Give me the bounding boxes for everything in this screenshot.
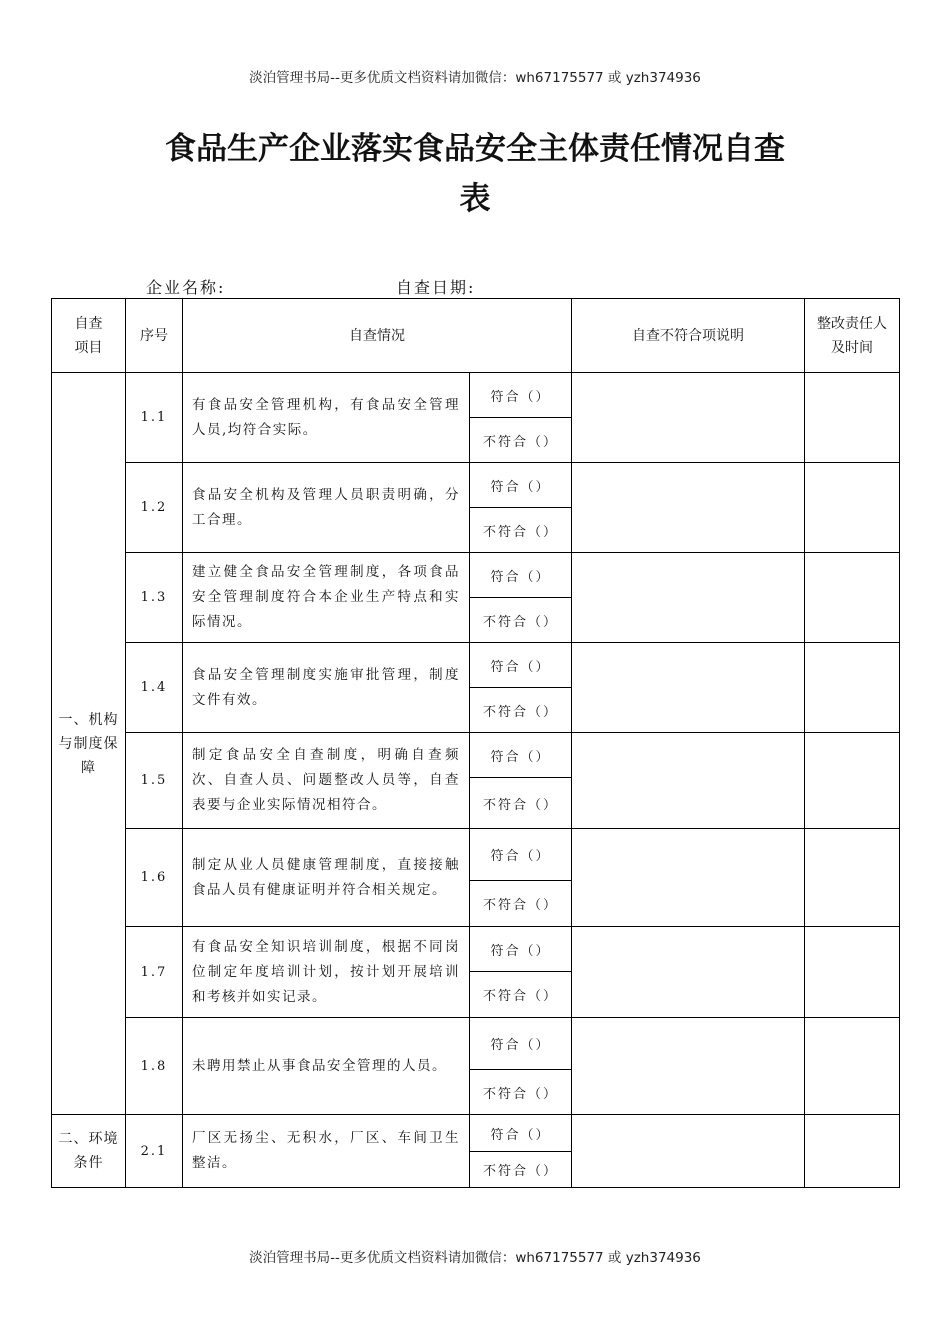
- conform-option[interactable]: 符合（）: [470, 1115, 572, 1152]
- nonconform-option[interactable]: 不符合（）: [470, 598, 572, 643]
- row-no: 1.8: [126, 1018, 183, 1115]
- col-header-no: 序号: [126, 299, 183, 373]
- conform-option[interactable]: 符合（）: [470, 829, 572, 881]
- nonconform-option[interactable]: 不符合（）: [470, 881, 572, 927]
- row-no: 1.3: [126, 553, 183, 643]
- page-title: 食品生产企业落实食品安全主体责任情况自查: [165, 131, 785, 167]
- rectify-cell[interactable]: [805, 553, 900, 643]
- row-description: 建立健全食品安全管理制度，各项食品安全管理制度符合本企业生产特点和实际情况。: [183, 553, 470, 643]
- table-row: [52, 373, 900, 418]
- nonconform-option[interactable]: 不符合（）: [470, 1152, 572, 1188]
- nonconform-desc-cell[interactable]: [572, 927, 805, 1018]
- nonconform-option[interactable]: 不符合（）: [470, 688, 572, 733]
- rectify-cell[interactable]: [805, 927, 900, 1018]
- nonconform-option[interactable]: 不符合（）: [470, 1070, 572, 1115]
- table-row: [52, 1018, 900, 1070]
- table-row: [52, 829, 900, 881]
- row-description: 未聘用禁止从事食品安全管理的人员。: [183, 1018, 470, 1115]
- nonconform-option[interactable]: 不符合（）: [470, 508, 572, 553]
- conform-option[interactable]: 符合（）: [470, 733, 572, 778]
- table-row: [52, 643, 900, 688]
- header-watermark-note: 淡泊管理书局--更多优质文档资料请加微信：wh67175577 或 yzh374936: [249, 70, 701, 86]
- nonconform-option[interactable]: 不符合（）: [470, 972, 572, 1018]
- row-no: 1.5: [126, 733, 183, 829]
- rectify-cell[interactable]: [805, 733, 900, 829]
- rectify-cell[interactable]: [805, 463, 900, 553]
- check-date-label: 自查日期:: [396, 278, 476, 297]
- conform-option[interactable]: 符合（）: [470, 553, 572, 598]
- conform-option[interactable]: 符合（）: [470, 1018, 572, 1070]
- row-description: 有食品安全管理机构，有食品安全管理人员,均符合实际。: [183, 373, 470, 463]
- nonconform-desc-cell[interactable]: [572, 373, 805, 463]
- nonconform-option[interactable]: 不符合（）: [470, 778, 572, 829]
- row-no: 1.4: [126, 643, 183, 733]
- footer-watermark-note: 淡泊管理书局--更多优质文档资料请加微信：wh67175577 或 yzh374936: [249, 1250, 701, 1266]
- rectify-cell[interactable]: [805, 373, 900, 463]
- page-title-continued: 表: [459, 181, 491, 217]
- nonconform-desc-cell[interactable]: [572, 553, 805, 643]
- nonconform-desc-cell[interactable]: [572, 1115, 805, 1188]
- nonconform-desc-cell[interactable]: [572, 733, 805, 829]
- col-header-situation: 自查情况: [183, 299, 572, 373]
- nonconform-desc-cell[interactable]: [572, 1018, 805, 1115]
- row-no: 2.1: [126, 1115, 183, 1188]
- category-cell: 二、环境条件: [52, 1115, 126, 1188]
- nonconform-desc-cell[interactable]: [572, 829, 805, 927]
- conform-option[interactable]: 符合（）: [470, 463, 572, 508]
- nonconform-option[interactable]: 不符合（）: [470, 418, 572, 463]
- rectify-cell[interactable]: [805, 829, 900, 927]
- company-name-label: 企业名称:: [146, 278, 226, 297]
- row-description: 厂区无扬尘、无积水，厂区、车间卫生整洁。: [183, 1115, 470, 1188]
- table-row: [52, 553, 900, 598]
- col-header-rectify: 整改责任人及时间: [805, 299, 900, 373]
- category-cell: 一、机构与制度保障: [52, 373, 126, 1115]
- table-row: [52, 463, 900, 508]
- rectify-cell[interactable]: [805, 1018, 900, 1115]
- col-header-nonconform-desc: 自查不符合项说明: [572, 299, 805, 373]
- table-header-row: [52, 299, 900, 373]
- table-row: [52, 733, 900, 778]
- rectify-cell[interactable]: [805, 1115, 900, 1188]
- rectify-cell[interactable]: [805, 643, 900, 733]
- nonconform-desc-cell[interactable]: [572, 463, 805, 553]
- row-description: 食品安全管理制度实施审批管理，制度文件有效。: [183, 643, 470, 733]
- row-no: 1.6: [126, 829, 183, 927]
- conform-option[interactable]: 符合（）: [470, 373, 572, 418]
- self-check-table: [51, 298, 900, 1188]
- col-header-category: 自查项目: [52, 299, 126, 373]
- row-description: 有食品安全知识培训制度，根据不同岗位制定年度培训计划，按计划开展培训和考核并如实记录。: [183, 927, 470, 1018]
- conform-option[interactable]: 符合（）: [470, 643, 572, 688]
- table-row: [52, 1115, 900, 1152]
- row-no: 1.2: [126, 463, 183, 553]
- row-description: 制定从业人员健康管理制度，直接接触食品人员有健康证明并符合相关规定。: [183, 829, 470, 927]
- conform-option[interactable]: 符合（）: [470, 927, 572, 972]
- row-no: 1.7: [126, 927, 183, 1018]
- table-row: [52, 927, 900, 972]
- row-description: 食品安全机构及管理人员职责明确，分工合理。: [183, 463, 470, 553]
- nonconform-desc-cell[interactable]: [572, 643, 805, 733]
- row-description: 制定食品安全自查制度，明确自查频次、自查人员、问题整改人员等，自查表要与企业实际情况相符合。: [183, 733, 470, 829]
- row-no: 1.1: [126, 373, 183, 463]
